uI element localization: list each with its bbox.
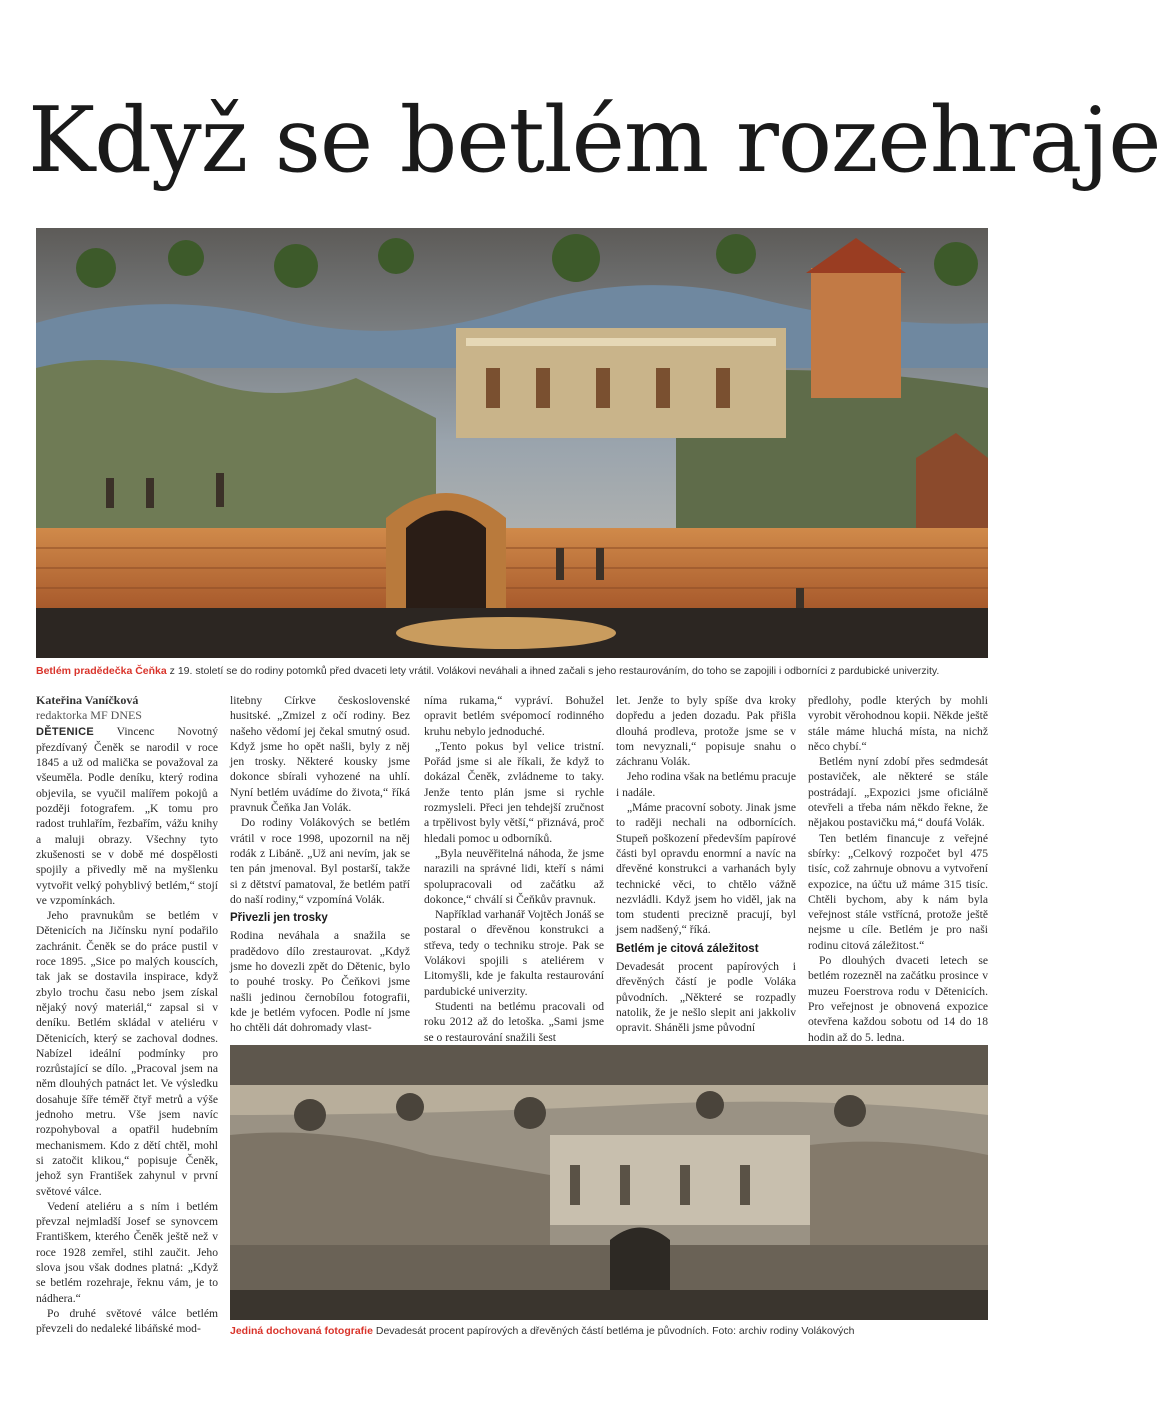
paragraph: Ten betlém financuje z veřejné sbírky: „Celkový rozpočet byl 475 tisíc, což zahrnuje obnovu a vytvoření expozice, na účtu už máme 315 tisíc. Chtěli bychom, aby k nám byla veřejnost stále vstřícná, protože ještě nejsme u cíle. Betlém je pro naši rodinu citová záležitost.“ (808, 831, 988, 952)
article-column-4 (616, 693, 796, 1036)
paragraph: Po dlouhých dvaceti letech se betlém rozezněl na začátku prosince v muzeu Foerstrova rodu v Dětenicích. Pro veřejnost je obnovená expozice otevřena každou sobotu od 14 do 18 hodin až do 5. ledna. (808, 954, 988, 1044)
subheading: Betlém je citová záležitost (616, 942, 759, 955)
article-column-5 (808, 693, 988, 1045)
nativity-photo-color (36, 228, 988, 658)
paragraph: Vedení ateliéru a s ním i betlém převzal nejmladší Josef se synovcem Františkem, kterého Čeněk ještě než v roce 1928 zemřel, stihl zaučit. Jeho slova jsou však dodnes platná: „Když se betlém rozehraje, řeknu vám, je to nádhera.“ (36, 1199, 218, 1305)
article-column-2 (230, 693, 410, 1036)
nativity-photo-archival (230, 1045, 988, 1320)
paragraph: Studenti na betlému pracovali od roku 2012 až do letoška. „Sami jsme se o restaurování snažili šest (424, 999, 604, 1044)
paragraph: let. Jenže to byly spíše dva kroky dopředu a jeden dozadu. Pak přišla dlouhá prodleva, protože jsme se v tom nevyznali,“ popisuje snahu o záchranu Volák. (616, 694, 796, 769)
paragraph: Jeho rodina však na betlému pracuje i nadále. (616, 770, 797, 799)
subheading: Přivezli jen trosky (230, 912, 328, 925)
paragraph: předlohy, podle kterých by mohli vyrobit věrohodnou kopii. Někde ještě stále máme hluchá místa, na nichž něco chybí.“ (808, 694, 988, 753)
headline: Když se betlém rozehraje (28, 88, 1161, 193)
photo-bottom-caption (230, 1324, 1010, 1338)
article-column-3 (424, 693, 604, 1045)
paragraph: „Tento pokus byl velice tristní. Pořád jsme si ale říkali, že když to dokázal Čeněk, zvládneme to taky. Jenže tento plán jsme si rychle rozmysleli. Přeci jen tehdejší zručnost a trpělivost byly větší,“ přiznává, proč hledali pomoc u odborníků. (424, 739, 604, 845)
paragraph: litebny Církve československé husitské. „Zmizel z očí rodiny. Bez našeho vědomí jej čekal smutný osud. Když jsme ho opět našli, byly z něj jen trosky. Některé kousky jsme dokonce sbírali vyhozené na uhlí. Nyní betlém uvádíme do života,“ říká pravnuk Čeňka Jan Volák. (230, 694, 410, 815)
paragraph: níma rukama,“ vypráví. Bohužel opravit betlém svépomocí rodinného kruhu nebylo jednoduché. (424, 694, 604, 738)
paragraph: Devadesát procent papírových i dřevěných částí je podle Voláka původních. „Některé se rozpadly natolik, že je nešlo slepit ani jakkoliv opravit. Sháněli jsme původní (616, 960, 796, 1035)
photo-top-caption (36, 664, 1016, 678)
article-column-1 (36, 693, 218, 1336)
nativity-photo-archival-art (230, 1045, 988, 1320)
dateline: DĚTENICE (36, 725, 95, 738)
paragraph: Po druhé světové válce betlém převzeli do nedaleké libáňské mod- (36, 1306, 218, 1336)
paragraph: „Byla neuvěřitelná náhoda, že jsme narazili na správné lidi, kteří s námi spolupracovali od začátku až dokonce,“ chválí si Čeňkův pravnuk. (424, 846, 604, 906)
lead-paragraph: DĚTENICE Vincenc Novotný přezdívaný Čeněk se narodil v roce 1845 a už od malička se považoval za všeuměla. Podle deníku, který rodina objevila, se vyučil malířem pokojů a později fotografem. „K tomu pro radost truhlařím, řezbařím, vážu knihy a maluji obrazy. Všechny tyto zkušenosti se v době mé dospělosti spojily a přivedly mě na myšlenku vytvořit velký pohyblivý betlém,“ stojí ve vzpomínkách. (36, 724, 218, 907)
author-role: redaktorka MF DNES (36, 708, 142, 723)
nativity-photo-color-art (36, 228, 988, 658)
photo-bottom-caption-text: Devadesát procent papírových a dřevěných částí betléma je původních. Foto: archiv rodiny Volákových (372, 1325, 855, 1337)
paragraph: Betlém nyní zdobí přes sedmdesát postaviček, ale některé se stále postrádají. „Expozici jsme oficiálně otevřeli a třeba nám někdo řekne, že nějakou postavičku má,“ doufá Volák. (808, 755, 988, 830)
paragraph: Například varhanář Vojtěch Jonáš se postaral o dřevěnou konstrukci a střeva, tedy o techniku stroje. Pak se Volákovi spojili s ateliérem v Litomyšli, kde je fakulta restaurování pardubické univerzity. (424, 908, 604, 998)
paragraph: Do rodiny Volákových se betlém vrátil v roce 1998, upozornil na něj rodák z Libáně. „Už ani nevím, jak se ten pán jmenoval. Byl postarší, takže si z dětství pamatoval, že betlém patří do naší rodiny,“ vzpomíná Volák. (230, 816, 410, 906)
photo-top-caption-text: z 19. století se do rodiny potomků před dvaceti lety vrátil. Volákovi neváhali a ihned začali s jeho restaurováním, do toho se zapojili i odborníci z pardubické univerzity. (166, 665, 940, 677)
paragraph: Rodina neváhala a snažila se pradědovo dílo zrestaurovat. „Když jsme ho dovezli zpět do Dětenic, bylo to pouhé trosky. Po Čeňkovi jsme našli jedinou černobílou fotografii, kde je betlém vyfocen. Podle ní jsme ho chtěli dát dohromady vlast- (230, 929, 410, 1035)
photo-top-caption-lead: Betlém pradědečka Čeňka (36, 665, 167, 677)
paragraph: „Máme pracovní soboty. Jinak jsme to raději nechali na odbornících. Stupeň poškození především papírové části byl opravdu enormní a navíc na dřevěné konstrukci a varhanách byly technické věci, to chtělo vážně nezvládli. Když jsem ho viděl, jak na tom studenti precizně pracují, byl jsem nadšený,“ říká. (616, 801, 796, 937)
author-name: Kateřina Vaníčková (36, 693, 139, 707)
paragraph: Jeho pravnukům se betlém v Dětenicích na Jičínsku nyní podařilo zachránit. Čeněk se do práce pustil v roce 1895. „Sice po malých kouscích, tak jak se dostavila inspirace, když zbylo trochu času nebo jsem získal nějaký nový materiál,“ zapsal si v deníku. Betlém skládal v ateliéru v Dětenicích, který se zachoval dodnes. Nabízel ideální podmínky pro rozrůstající se dílo. „Pracoval jsem na něm dlouhých patnáct let. Ve výsledku dosahuje šíře téměř čtyř metrů a výše jednoho metru. Vše jsem navíc rozpohyboval a opatřil hudebním mechanismem. Kdo z dětí chtěl, mohl si zatočit klikou,“ popisuje Čeněk, jehož syn František zahynul v první světové válce. (36, 909, 218, 1198)
photo-bottom-caption-lead: Jediná dochovaná fotografie (230, 1325, 373, 1337)
